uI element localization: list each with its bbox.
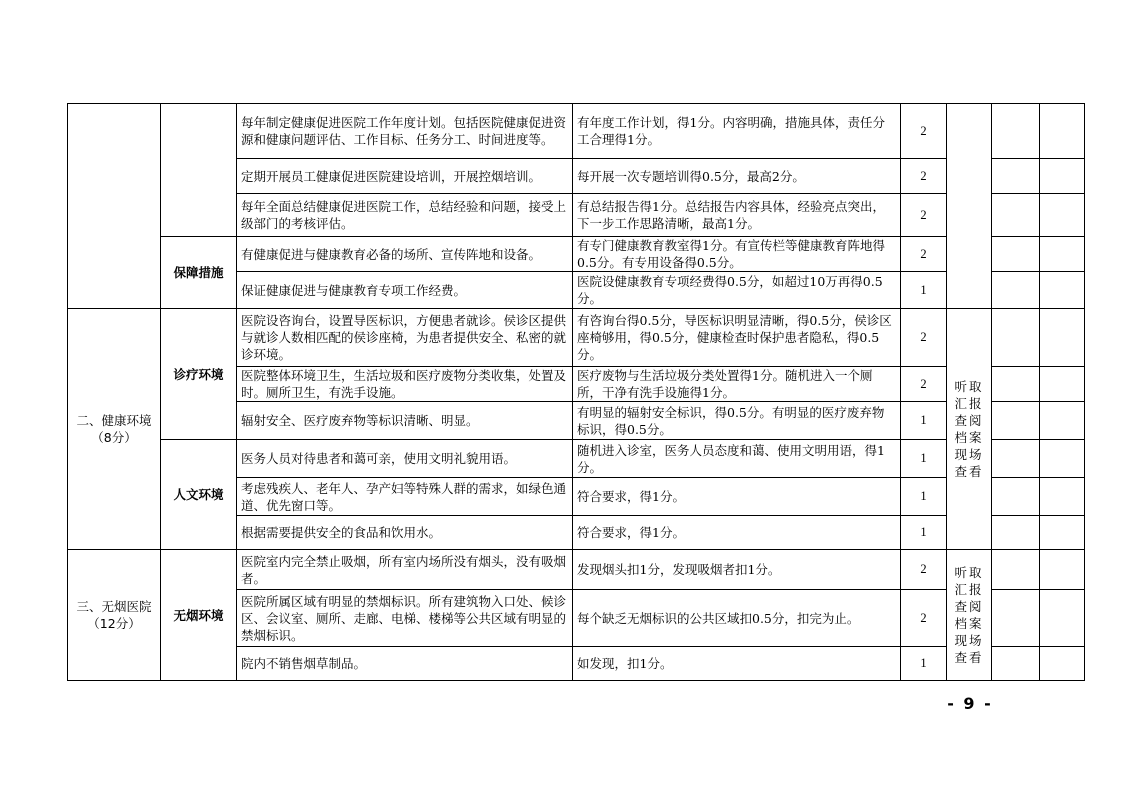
score-cell: 1 (901, 402, 947, 440)
content-cell: 有健康促进与健康教育必备的场所、宣传阵地和设备。 (237, 237, 573, 272)
score-cell: 2 (901, 367, 947, 402)
blank-cell (1040, 402, 1085, 440)
content-cell: 医院所属区域有明显的禁烟标识。所有建筑物入口处、候诊区、会议室、厕所、走廊、电梯、楼梯等公共区域有明显的禁烟标识。 (237, 590, 573, 647)
score-cell: 2 (901, 590, 947, 647)
blank-cell (1040, 104, 1085, 159)
table-row (68, 440, 1085, 478)
blank-cell (992, 309, 1040, 367)
content-cell: 医院室内完全禁止吸烟，所有室内场所没有烟头，没有吸烟者。 (237, 550, 573, 590)
category-title: 二、健康环境 (76, 413, 152, 428)
content-cell: 考虑残疾人、老年人、孕产妇等特殊人群的需求，如绿色通道、优先窗口等。 (237, 478, 573, 516)
score-cell: 1 (901, 440, 947, 478)
score-cell: 2 (901, 159, 947, 194)
table-row (68, 309, 1085, 367)
subcategory-humanistic: 人文环境 (161, 440, 237, 550)
blank-cell (1040, 159, 1085, 194)
category-cell-empty (68, 104, 161, 309)
criteria-cell: 发现烟头扣1分，发现吸烟者扣1分。 (573, 550, 901, 590)
score-cell: 1 (901, 516, 947, 550)
blank-cell (1040, 550, 1085, 590)
score-cell: 2 (901, 104, 947, 159)
score-cell: 2 (901, 194, 947, 237)
content-cell: 根据需要提供安全的食品和饮用水。 (237, 516, 573, 550)
table-row (68, 104, 1085, 159)
content-cell: 每年制定健康促进医院工作年度计划。包括医院健康促进资源和健康问题评估、工作目标、任务分工、时间进度等。 (237, 104, 573, 159)
blank-cell (992, 550, 1040, 590)
blank-cell (992, 367, 1040, 402)
criteria-cell: 符合要求，得1分。 (573, 516, 901, 550)
criteria-cell: 有咨询台得0.5分，导医标识明显清晰，得0.5分，侯诊区座椅够用，得0.5分，健康检查时保护患者隐私，得0.5分。 (573, 309, 901, 367)
blank-cell (992, 237, 1040, 272)
category-health-environment (68, 309, 161, 550)
table-row (68, 550, 1085, 590)
content-cell: 定期开展员工健康促进医院建设培训，开展控烟培训。 (237, 159, 573, 194)
content-cell: 每年全面总结健康促进医院工作，总结经验和问题，接受上级部门的考核评估。 (237, 194, 573, 237)
blank-cell (992, 194, 1040, 237)
content-cell: 医院整体环境卫生，生活垃圾和医疗废物分类收集，处置及时。厕所卫生，有洗手设施。 (237, 367, 573, 402)
blank-cell (1040, 272, 1085, 309)
table-row (68, 237, 1085, 272)
page-number: - 9 - (947, 694, 993, 713)
criteria-cell: 每开展一次专题培训得0.5分，最高2分。 (573, 159, 901, 194)
criteria-cell: 有年度工作计划，得1分。内容明确，措施具体，责任分工合理得1分。 (573, 104, 901, 159)
score-cell: 2 (901, 309, 947, 367)
blank-cell (1040, 194, 1085, 237)
method-cell: 听取汇报查阅档案现场查看 (947, 550, 992, 681)
criteria-cell: 有总结报告得1分。总结报告内容具体，经验亮点突出，下一步工作思路清晰，最高1分。 (573, 194, 901, 237)
blank-cell (992, 402, 1040, 440)
method-cell: 听取汇报查阅档案现场查看 (947, 309, 992, 550)
blank-cell (1040, 367, 1085, 402)
score-cell: 2 (901, 237, 947, 272)
blank-cell (992, 440, 1040, 478)
blank-cell (992, 516, 1040, 550)
criteria-cell: 符合要求，得1分。 (573, 478, 901, 516)
criteria-cell: 每个缺乏无烟标识的公共区域扣0.5分，扣完为止。 (573, 590, 901, 647)
blank-cell (992, 159, 1040, 194)
criteria-cell: 医疗废物与生活垃圾分类处置得1分。随机进入一个厕所，干净有洗手设施得1分。 (573, 367, 901, 402)
blank-cell (992, 647, 1040, 681)
blank-cell (992, 478, 1040, 516)
blank-cell (1040, 237, 1085, 272)
blank-cell (992, 590, 1040, 647)
content-cell: 院内不销售烟草制品。 (237, 647, 573, 681)
content-cell: 辐射安全、医疗废弃物等标识清晰、明显。 (237, 402, 573, 440)
category-points: （8分） (91, 430, 137, 445)
blank-cell (992, 272, 1040, 309)
subcategory-safeguard: 保障措施 (161, 237, 237, 309)
method-cell-empty (947, 104, 992, 309)
content-cell: 医院设咨询台，设置导医标识，方便患者就诊。侯诊区提供与就诊人数相匹配的侯诊座椅，为患者提供安全、私密的就诊环境。 (237, 309, 573, 367)
category-title: 三、无烟医院 (76, 599, 152, 614)
criteria-cell: 随机进入诊室，医务人员态度和蔼、使用文明用语，得1分。 (573, 440, 901, 478)
blank-cell (1040, 590, 1085, 647)
subcategory-clinic: 诊疗环境 (161, 309, 237, 440)
content-cell: 医务人员对待患者和蔼可亲，使用文明礼貌用语。 (237, 440, 573, 478)
score-cell: 1 (901, 647, 947, 681)
blank-cell (992, 104, 1040, 159)
content-cell: 保证健康促进与健康教育专项工作经费。 (237, 272, 573, 309)
blank-cell (1040, 516, 1085, 550)
subcategory-cell-empty (161, 104, 237, 237)
evaluation-table (67, 103, 1085, 681)
criteria-cell: 有专门健康教育教室得1分。有宣传栏等健康教育阵地得0.5分。有专用设备得0.5分。 (573, 237, 901, 272)
category-smoke-free (68, 550, 161, 681)
blank-cell (1040, 647, 1085, 681)
score-cell: 2 (901, 550, 947, 590)
score-cell: 1 (901, 478, 947, 516)
subcategory-smokefree: 无烟环境 (161, 550, 237, 681)
blank-cell (1040, 440, 1085, 478)
blank-cell (1040, 309, 1085, 367)
criteria-cell: 有明显的辐射安全标识，得0.5分。有明显的医疗废弃物标识，得0.5分。 (573, 402, 901, 440)
blank-cell (1040, 478, 1085, 516)
criteria-cell: 医院设健康教育专项经费得0.5分，如超过10万再得0.5分。 (573, 272, 901, 309)
criteria-cell: 如发现，扣1分。 (573, 647, 901, 681)
score-cell: 1 (901, 272, 947, 309)
category-points: （12分） (87, 616, 141, 631)
